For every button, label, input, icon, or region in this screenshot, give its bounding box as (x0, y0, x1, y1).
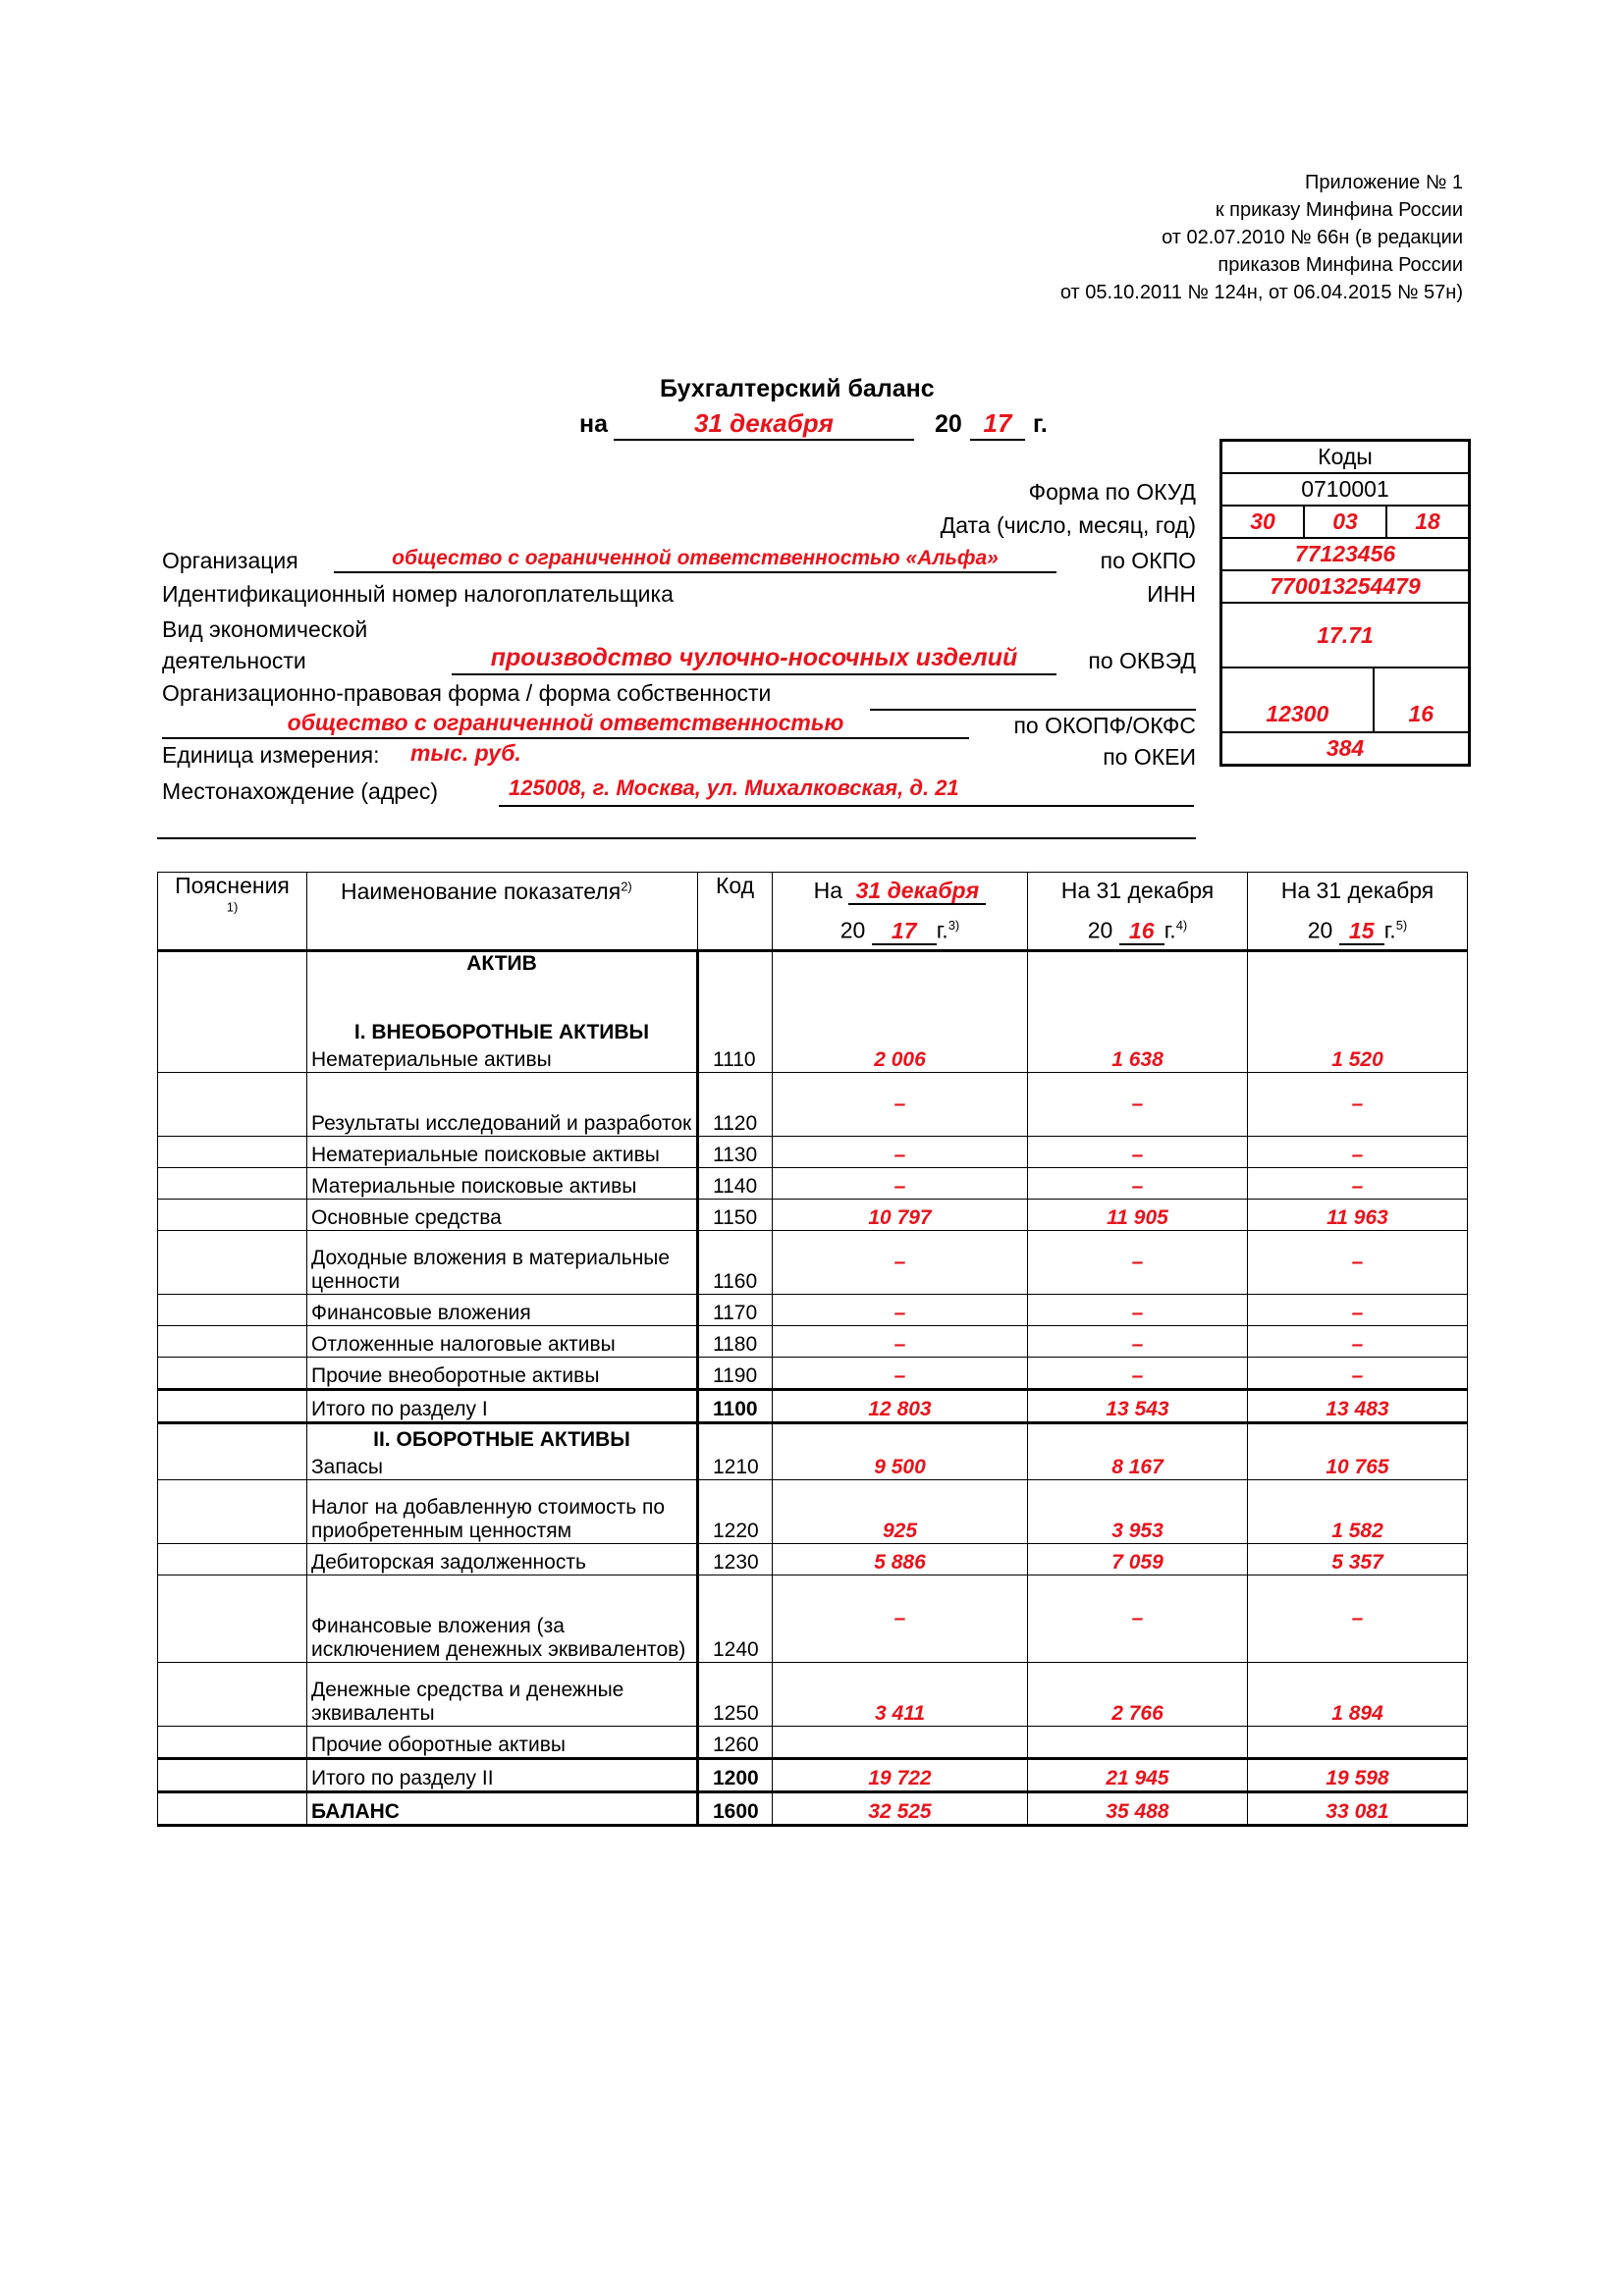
header-period-2 (1028, 873, 1248, 951)
row-value-1[interactable]: – (773, 1073, 1028, 1137)
notes-cell (158, 1575, 307, 1663)
row-value-1[interactable]: 19 722 (773, 1759, 1028, 1792)
header-name-text: Наименование показателя (341, 879, 622, 904)
table-row (158, 1727, 1468, 1759)
row-value-3[interactable]: – (1248, 1295, 1468, 1326)
table-row (158, 1358, 1468, 1390)
notes-cell (158, 1073, 307, 1137)
table-row (158, 1200, 1468, 1231)
row-value-3[interactable]: – (1248, 1137, 1468, 1168)
balance-table (157, 872, 1468, 1827)
table-row (158, 1390, 1468, 1423)
row-value-3[interactable]: – (1248, 1073, 1468, 1137)
row-value-2[interactable]: – (1028, 1326, 1248, 1358)
period-3-sup: 5) (1395, 918, 1408, 933)
address-value[interactable]: 125008, г. Москва, ул. Михалковская, д. 21 (499, 777, 1194, 807)
opf-underline (870, 709, 1196, 711)
label-unit: Единица измерения: (162, 742, 380, 768)
report-date[interactable]: 31 декабря (614, 410, 914, 441)
row-value-3[interactable]: 1 520 (1248, 951, 1468, 1073)
label-okved: по ОКВЭД (1088, 648, 1196, 673)
label-org: Организация (162, 548, 298, 573)
row-name (307, 1423, 698, 1480)
notes-cell (158, 1168, 307, 1200)
period-3-year-prefix: 20 (1307, 917, 1333, 943)
row-value-2[interactable]: – (1028, 1358, 1248, 1390)
period-1-year-prefix: 20 (839, 917, 866, 943)
row-value-2[interactable]: – (1028, 1073, 1248, 1137)
row-code: 1240 (698, 1575, 773, 1663)
okei-code[interactable]: 384 (1326, 735, 1365, 761)
inn-code[interactable]: 770013254479 (1270, 573, 1421, 599)
appendix-line: от 02.07.2010 № 66н (в редакции (1162, 227, 1463, 248)
period-3-top: На 31 декабря (1280, 878, 1435, 903)
notes-cell (158, 1231, 307, 1295)
header-notes-text: Пояснения (175, 873, 290, 898)
row-code: 1190 (698, 1358, 773, 1390)
row-value-2[interactable]: 7 059 (1028, 1544, 1248, 1575)
appendix-line: к приказу Минфина России (1215, 199, 1463, 221)
row-name: Денежные средства и денежные эквиваленты (307, 1663, 698, 1727)
table-header (158, 873, 1468, 951)
period-2-sup: 4) (1175, 918, 1188, 933)
row-code: 1250 (698, 1663, 773, 1727)
section-2-heading: II. ОБОРОТНЫЕ АКТИВЫ (373, 1428, 630, 1451)
header-notes (158, 873, 307, 951)
notes-cell (158, 1295, 307, 1326)
period-1-date[interactable]: 31 декабря (848, 878, 986, 905)
row-code: 1260 (698, 1727, 773, 1759)
row-value-2[interactable]: 3 953 (1028, 1480, 1248, 1544)
notes-cell (158, 1759, 307, 1792)
row-code: 1210 (698, 1423, 773, 1480)
row-value-1[interactable]: 925 (773, 1480, 1028, 1544)
period-1-g: г. (936, 917, 948, 943)
table-row (158, 1423, 1468, 1480)
okfs-code[interactable]: 16 (1373, 668, 1468, 731)
table-row (158, 1231, 1468, 1295)
row-name: Дебиторская задолженность (307, 1544, 698, 1575)
row-value-1[interactable]: – (773, 1231, 1028, 1295)
row-code: 1130 (698, 1137, 773, 1168)
report-year[interactable]: 17 (970, 410, 1025, 441)
row-code: 1120 (698, 1073, 773, 1137)
label-okpo: по ОКПО (1100, 548, 1196, 573)
row-value-1[interactable]: – (773, 1168, 1028, 1200)
row-value-2[interactable]: – (1028, 1137, 1248, 1168)
notes-cell (158, 1358, 307, 1390)
row-value-3[interactable]: 1 582 (1248, 1480, 1468, 1544)
row-value-1[interactable]: – (773, 1295, 1028, 1326)
notes-cell (158, 1200, 307, 1231)
row-code: 1110 (698, 951, 773, 1073)
header-name (307, 873, 698, 951)
row-value-3[interactable]: 33 081 (1248, 1792, 1468, 1826)
row-value-3[interactable]: 11 963 (1248, 1200, 1468, 1231)
row-code: 1100 (698, 1390, 773, 1423)
row-name (307, 951, 698, 1073)
row-name: Материальные поисковые активы (307, 1168, 698, 1200)
row-value-3[interactable]: 5 357 (1248, 1544, 1468, 1575)
appendix-line: от 05.10.2011 № 124н, от 06.04.2015 № 57н) (1059, 282, 1463, 303)
opf-value[interactable]: общество с ограниченной ответственностью (162, 712, 969, 739)
row-value-1[interactable]: – (773, 1326, 1028, 1358)
period-1-prefix: На (813, 878, 842, 903)
header-period-3 (1248, 873, 1468, 951)
section-1-heading: I. ВНЕОБОРОТНЫЕ АКТИВЫ (353, 1021, 650, 1043)
label-okopf: по ОКОПФ/ОКФС (1013, 713, 1196, 738)
okpo-code[interactable]: 77123456 (1294, 541, 1396, 566)
table-row (158, 1168, 1468, 1200)
row-code: 1160 (698, 1231, 773, 1295)
row-value-1[interactable]: – (773, 1358, 1028, 1390)
row-value-2[interactable]: 21 945 (1028, 1759, 1248, 1792)
row-name: Прочие оборотные активы (307, 1727, 698, 1759)
row-code: 1600 (698, 1792, 773, 1826)
row-name: Финансовые вложения (за исключением денежных эквивалентов) (307, 1575, 698, 1663)
row-value-2[interactable]: 2 766 (1028, 1663, 1248, 1727)
row-value-1[interactable]: 32 525 (773, 1792, 1028, 1826)
row-name: Прочие внеоборотные активы (307, 1358, 698, 1390)
row-value-2[interactable]: – (1028, 1231, 1248, 1295)
row-value-1[interactable]: – (773, 1137, 1028, 1168)
aktiv-heading: АКТИВ (466, 952, 537, 975)
table-row (158, 1663, 1468, 1727)
notes-cell (158, 1727, 307, 1759)
row-value-3[interactable]: – (1248, 1358, 1468, 1390)
row-value-3[interactable]: – (1248, 1575, 1468, 1663)
row-name: Нематериальные поисковые активы (307, 1137, 698, 1168)
label-okei: по ОКЕИ (1103, 744, 1196, 770)
row-value-3[interactable]: 19 598 (1248, 1759, 1468, 1792)
row-value-3[interactable]: – (1248, 1231, 1468, 1295)
row-value-2[interactable]: – (1028, 1575, 1248, 1663)
notes-cell (158, 1423, 307, 1480)
period-2-g: г. (1164, 917, 1176, 943)
okud-code: 0710001 (1301, 476, 1389, 502)
document-title: Бухгалтерский баланс (660, 375, 935, 402)
row-value-1[interactable]: 3 411 (773, 1663, 1028, 1727)
row-value-1[interactable]: 2 006 (773, 951, 1028, 1073)
row-name: Итого по разделу I (307, 1390, 698, 1423)
codes-box (1219, 439, 1471, 767)
period-2-year[interactable]: 16 (1119, 918, 1164, 945)
label-inn-short: ИНН (1147, 581, 1196, 607)
date-day[interactable]: 30 (1250, 508, 1275, 534)
period-2-top: На 31 декабря (1060, 878, 1215, 903)
row-name: Отложенные налоговые активы (307, 1326, 698, 1358)
row-name: Финансовые вложения (307, 1295, 698, 1326)
header-period-1 (773, 873, 1028, 951)
period-3-year[interactable]: 15 (1339, 918, 1384, 945)
row-value-3[interactable] (1248, 1727, 1468, 1759)
row-value-3[interactable]: – (1248, 1326, 1468, 1358)
label-opf: Организационно-правовая форма / форма собственности (162, 680, 772, 706)
row-code: 1150 (698, 1200, 773, 1231)
address-extra-line (157, 837, 1196, 839)
org-name[interactable]: общество с ограниченной ответственностью «Альфа» (334, 548, 1056, 573)
codes-header: Коды (1318, 444, 1373, 469)
date-prefix: на (579, 410, 609, 438)
row-name: Доходные вложения в материальные ценности (307, 1231, 698, 1295)
row-value-2[interactable] (1028, 1727, 1248, 1759)
row-value-2[interactable]: – (1028, 1168, 1248, 1200)
notes-cell (158, 1326, 307, 1358)
appendix-line: Приложение № 1 (1305, 172, 1463, 193)
row-value-2[interactable]: 11 905 (1028, 1200, 1248, 1231)
row-name: БАЛАНС (307, 1792, 698, 1826)
unit-value[interactable]: тыс. руб. (410, 740, 521, 766)
date-year[interactable]: 18 (1385, 507, 1468, 537)
table-row (158, 1544, 1468, 1575)
label-activity-2: деятельности (162, 648, 306, 673)
row-value-3[interactable]: 1 894 (1248, 1663, 1468, 1727)
row-code: 1220 (698, 1480, 773, 1544)
row-value-3[interactable]: – (1248, 1168, 1468, 1200)
row-code: 1170 (698, 1295, 773, 1326)
notes-cell (158, 1137, 307, 1168)
notes-cell (158, 1480, 307, 1544)
row-value-2[interactable]: 8 167 (1028, 1423, 1248, 1480)
activity-value[interactable]: производство чулочно-носочных изделий (452, 646, 1056, 675)
period-1-sup: 3) (947, 918, 960, 933)
row-name-text: Нематериальные активы (311, 1048, 552, 1071)
year-prefix: 20 (935, 410, 962, 438)
table-row (158, 1575, 1468, 1663)
row-name: Результаты исследований и разработок (307, 1073, 698, 1137)
table-row (158, 1759, 1468, 1792)
row-value-1[interactable]: 5 886 (773, 1544, 1028, 1575)
table-row (158, 1792, 1468, 1826)
row-value-1[interactable]: 10 797 (773, 1200, 1028, 1231)
row-code: 1180 (698, 1326, 773, 1358)
header-code: Код (698, 873, 773, 951)
row-value-2[interactable]: 13 543 (1028, 1390, 1248, 1423)
row-value-2[interactable]: – (1028, 1295, 1248, 1326)
okopf-code[interactable]: 12300 (1266, 701, 1329, 726)
label-okud: Форма по ОКУД (1028, 479, 1196, 505)
row-code: 1230 (698, 1544, 773, 1575)
table-row (158, 1295, 1468, 1326)
table-row (158, 951, 1468, 1073)
row-value-2[interactable]: 35 488 (1028, 1792, 1248, 1826)
row-name: Основные средства (307, 1200, 698, 1231)
date-month[interactable]: 03 (1303, 507, 1385, 537)
table-row (158, 1326, 1468, 1358)
table-row (158, 1073, 1468, 1137)
notes-cell (158, 951, 307, 1073)
row-value-2[interactable]: 1 638 (1028, 951, 1248, 1073)
table-row (158, 1137, 1468, 1168)
appendix-line: приказов Минфина России (1218, 254, 1463, 276)
label-address: Местонахождение (адрес) (162, 778, 438, 804)
row-name: Налог на добавленную стоимость по приобретенным ценностям (307, 1480, 698, 1544)
notes-cell (158, 1792, 307, 1826)
label-inn: Идентификационный номер налогоплательщика (162, 581, 674, 607)
header-name-sup: 2) (621, 879, 632, 894)
header-notes-sup: 1) (226, 899, 239, 915)
okved-code[interactable]: 17.71 (1317, 621, 1374, 648)
table-row (158, 1480, 1468, 1544)
row-code: 1140 (698, 1168, 773, 1200)
row-value-1[interactable]: – (773, 1575, 1028, 1663)
row-value-1[interactable]: 9 500 (773, 1423, 1028, 1480)
year-suffix: г. (1033, 410, 1048, 438)
row-name-text: Запасы (311, 1456, 384, 1478)
notes-cell (158, 1663, 307, 1727)
row-name: Итого по разделу II (307, 1759, 698, 1792)
notes-cell (158, 1390, 307, 1423)
row-value-1[interactable]: 12 803 (773, 1390, 1028, 1423)
label-date: Дата (число, месяц, год) (940, 512, 1196, 538)
period-1-year[interactable]: 17 (872, 918, 937, 945)
period-3-g: г. (1383, 917, 1396, 943)
row-value-1[interactable] (773, 1727, 1028, 1759)
notes-cell (158, 1544, 307, 1575)
table-body (158, 951, 1468, 1826)
period-2-year-prefix: 20 (1087, 917, 1113, 943)
label-activity-1: Вид экономической (162, 616, 368, 642)
appendix-note (1060, 169, 1463, 306)
row-code: 1200 (698, 1759, 773, 1792)
row-value-3[interactable]: 13 483 (1248, 1390, 1468, 1423)
row-value-3[interactable]: 10 765 (1248, 1423, 1468, 1480)
